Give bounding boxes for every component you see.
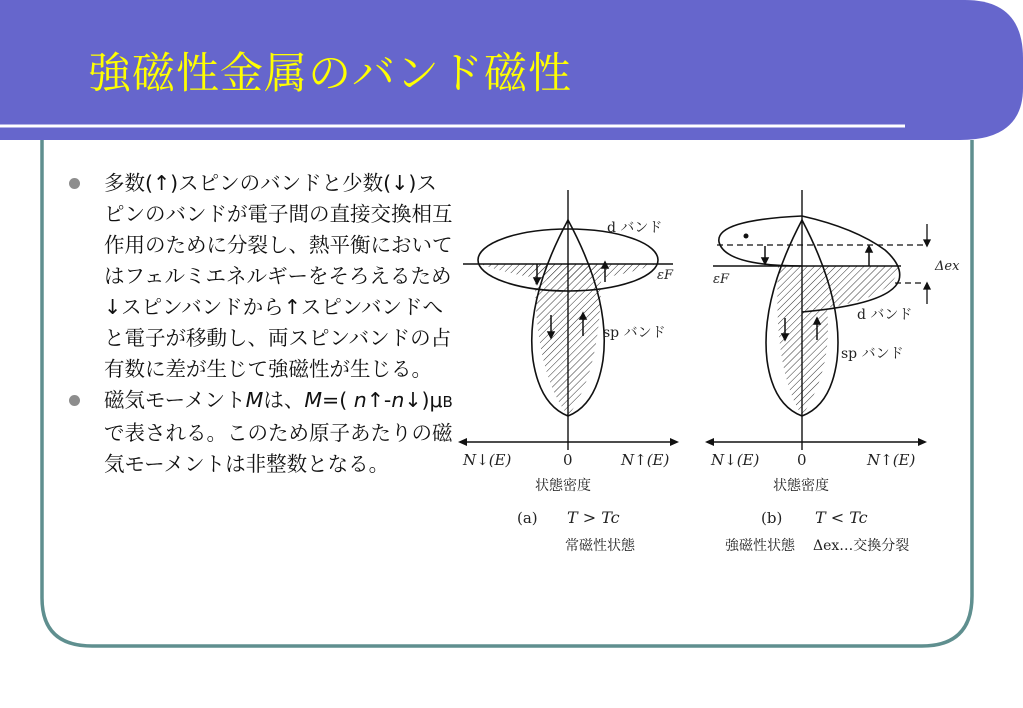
text-run: n [391, 388, 405, 412]
panel-a-d-band-label: d バンド [607, 220, 663, 236]
bullet-dot [69, 178, 80, 189]
text-run: =( [322, 388, 354, 412]
panel-b-ferromagnetic [705, 190, 960, 554]
bullet-text [104, 171, 453, 381]
panel-b-axis-title: 状態密度 [773, 478, 829, 494]
bullet-item-band-splitting [66, 168, 456, 385]
panel-a-x-zero-label: 0 [563, 451, 573, 469]
bullet-item-magnetic-moment [66, 385, 456, 480]
panel-a-x-left-label: N↓(E) [463, 451, 512, 469]
slide-title: 強磁性金属のバンド磁性 [88, 49, 572, 99]
text-run: は、 [263, 388, 305, 412]
bullet-text [104, 388, 453, 476]
panel-b-d-band-label: d バンド [857, 307, 913, 323]
panel-a-panel-label: (a) [517, 509, 538, 527]
bullet-list [66, 168, 456, 480]
panel-b-electron-dot [744, 234, 749, 239]
panel-a-state-label: 常磁性状態 [565, 538, 635, 554]
panel-b-panel-label: (b) [761, 509, 783, 527]
panel-b-exchange-marker [924, 224, 930, 304]
text-run: M [304, 388, 323, 412]
panel-b-note: Δex…交換分裂 [813, 538, 910, 554]
text-run: ↓) [404, 388, 430, 412]
band-diagram-figure [455, 180, 975, 565]
panel-a-axis-arrow-right [670, 438, 679, 446]
panel-b-axis-arrow-right [918, 438, 927, 446]
text-run: で表される。このため原子あたりの磁気モーメントは非整数となる。 [104, 421, 453, 476]
text-run: 多数(↑)スピンのバンドと少数(↓)スピンのバンドが電子間の直接交換相互作用のために分裂し、熱平衡においてはフェルミエネルギーをそろえるため↓スピンバンドから↑スピンバンドへと電子が移動し、両スピンバンドの占有数に差が生じて強磁性が生じる。 [104, 171, 453, 381]
panel-b-x-zero-label: 0 [797, 451, 807, 469]
text-run: ↑- [366, 388, 392, 412]
panel-a-paramagnetic [458, 190, 679, 554]
panel-a-x-right-label: N↑(E) [621, 451, 670, 469]
panel-b-d-down-band [719, 216, 802, 266]
text-run: μ [429, 388, 443, 412]
panel-b-sp-band-label: sp バンド [841, 346, 904, 362]
panel-a-sp-band-label: sp バンド [603, 325, 666, 341]
panel-b-x-left-label: N↓(E) [711, 451, 760, 469]
panel-a-axis-title: 状態密度 [535, 478, 591, 494]
panel-b-condition: T < Tc [815, 508, 868, 527]
text-run: 磁気モーメント [104, 388, 246, 412]
panel-b-fermi-label: εF [713, 272, 729, 287]
panel-b-d-up-occupied [802, 266, 899, 310]
panel-b-axis-arrow-left [705, 438, 714, 446]
panel-a-condition: T > Tc [567, 508, 620, 527]
panel-a-fermi-label: εF [657, 268, 673, 283]
text-run: B [442, 393, 453, 411]
panel-a-axis-arrow-left [458, 438, 467, 446]
bullet-dot [69, 395, 80, 406]
panel-b-sp-down-occupied [777, 266, 802, 416]
text-run: M [245, 388, 264, 412]
panel-b-x-right-label: N↑(E) [867, 451, 916, 469]
text-run: n [353, 388, 367, 412]
panel-b-state-label: 強磁性状態 [725, 538, 795, 554]
panel-b-exchange-label: Δex [935, 259, 960, 274]
